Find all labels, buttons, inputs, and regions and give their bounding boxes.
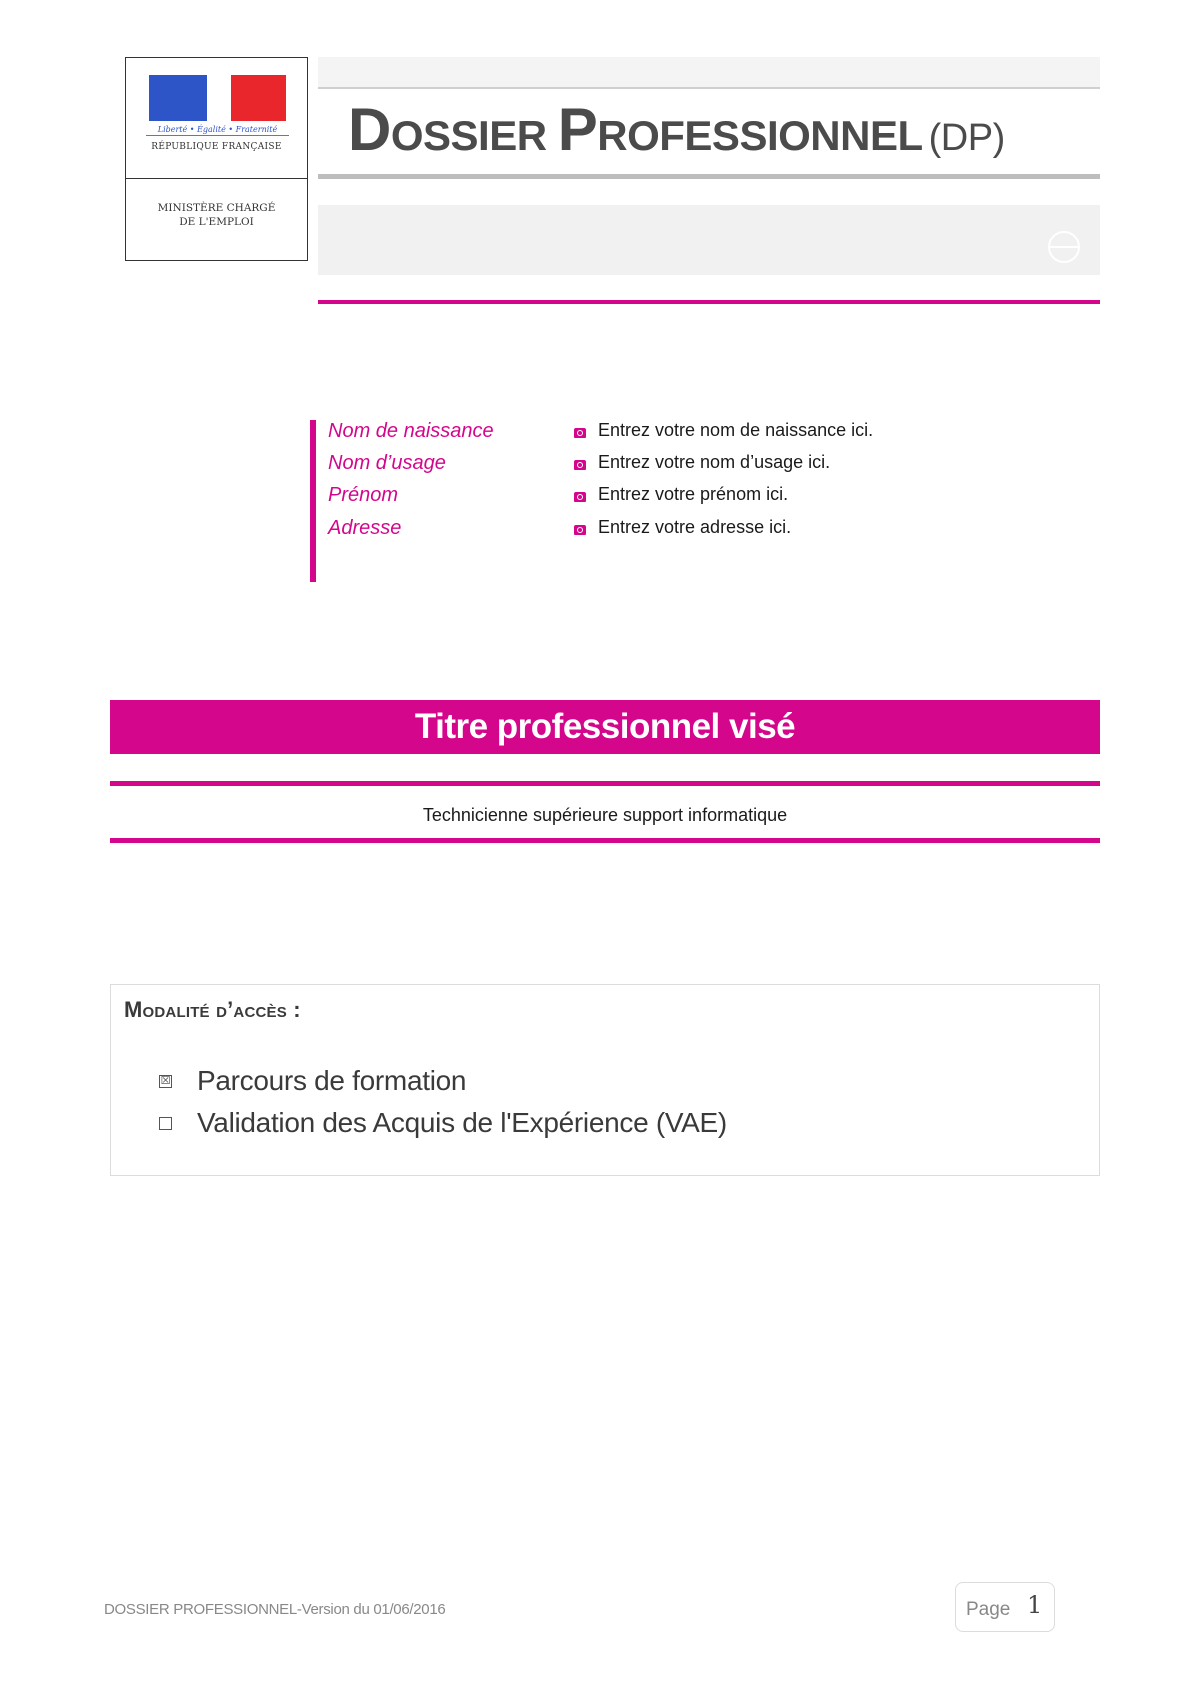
titre-rule-top [110, 781, 1100, 786]
field-label: Adresse [328, 517, 402, 539]
header-band-grey [318, 205, 1100, 275]
mail-icon [574, 525, 586, 535]
checkbox-unchecked-icon[interactable] [159, 1117, 172, 1130]
title-abbreviation: (DP) [928, 117, 1005, 159]
field-label: Nom d’usage [328, 452, 446, 474]
mail-icon [574, 460, 586, 470]
mail-icon [574, 492, 586, 502]
title-initial-p: P [557, 96, 598, 163]
option-label: Validation des Acquis de l'Expérience (VAE) [197, 1107, 727, 1138]
identity-row-nom-usage [328, 452, 948, 482]
titre-heading: Titre professionnel visé [110, 700, 1100, 754]
adresse-field[interactable]: Entrez votre adresse ici. [598, 517, 792, 537]
flag-icon [149, 75, 286, 121]
identity-row-prenom [328, 484, 948, 514]
page-number-box [955, 1582, 1055, 1632]
flag-red [231, 75, 286, 121]
nom-naissance-field[interactable]: Entrez votre nom de naissance ici. [598, 420, 874, 440]
identity-row-adresse [328, 517, 948, 547]
document-title [348, 95, 1005, 164]
title-rest-1: OSSIER [390, 112, 547, 159]
field-label: Prénom [328, 484, 399, 506]
header-accent-rule [318, 300, 1100, 304]
modalite-box [110, 984, 1100, 1176]
marianne-profile [207, 75, 233, 121]
mail-icon [574, 428, 586, 438]
marianne-logo [125, 57, 308, 261]
prenom-field[interactable]: Entrez votre prénom ici. [598, 484, 789, 504]
theta-circle-icon [1048, 231, 1080, 263]
ministry-line-2: DE L'EMPLOI [179, 216, 254, 228]
header-divider [318, 174, 1100, 179]
page-label: Page [966, 1599, 1011, 1620]
ministry-line-1: MINISTÈRE CHARGÉ [157, 202, 276, 214]
republic-motto: Liberté • Égalité • Fraternité [146, 125, 289, 136]
flag-blue [149, 75, 209, 121]
identity-block [310, 420, 936, 582]
titre-rule-bottom [110, 838, 1100, 843]
republic-name: RÉPUBLIQUE FRANÇAISE [151, 142, 282, 152]
field-label: Nom de naissance [328, 420, 494, 442]
header-band-top [318, 57, 1100, 89]
footer-version: DOSSIER PROFESSIONNEL-Version du 01/06/2016 [104, 1601, 446, 1618]
title-rest-2: ROFESSIONNEL [597, 112, 923, 159]
logo-top-panel [126, 58, 307, 179]
modalite-heading: Modalité d’accès : [124, 997, 301, 1022]
option-label: Parcours de formation [197, 1065, 467, 1096]
title-initial-d: D [348, 96, 391, 163]
nom-usage-field[interactable]: Entrez votre nom d’usage ici. [598, 452, 831, 472]
identity-row-nom-naissance [328, 420, 948, 450]
ministry-name [126, 201, 307, 229]
checkbox-checked-icon[interactable]: ☒ [160, 1074, 171, 1087]
page-number: 1 [1027, 1591, 1043, 1619]
titre-value-field[interactable]: Technicienne supérieure support informatique [422, 805, 788, 825]
